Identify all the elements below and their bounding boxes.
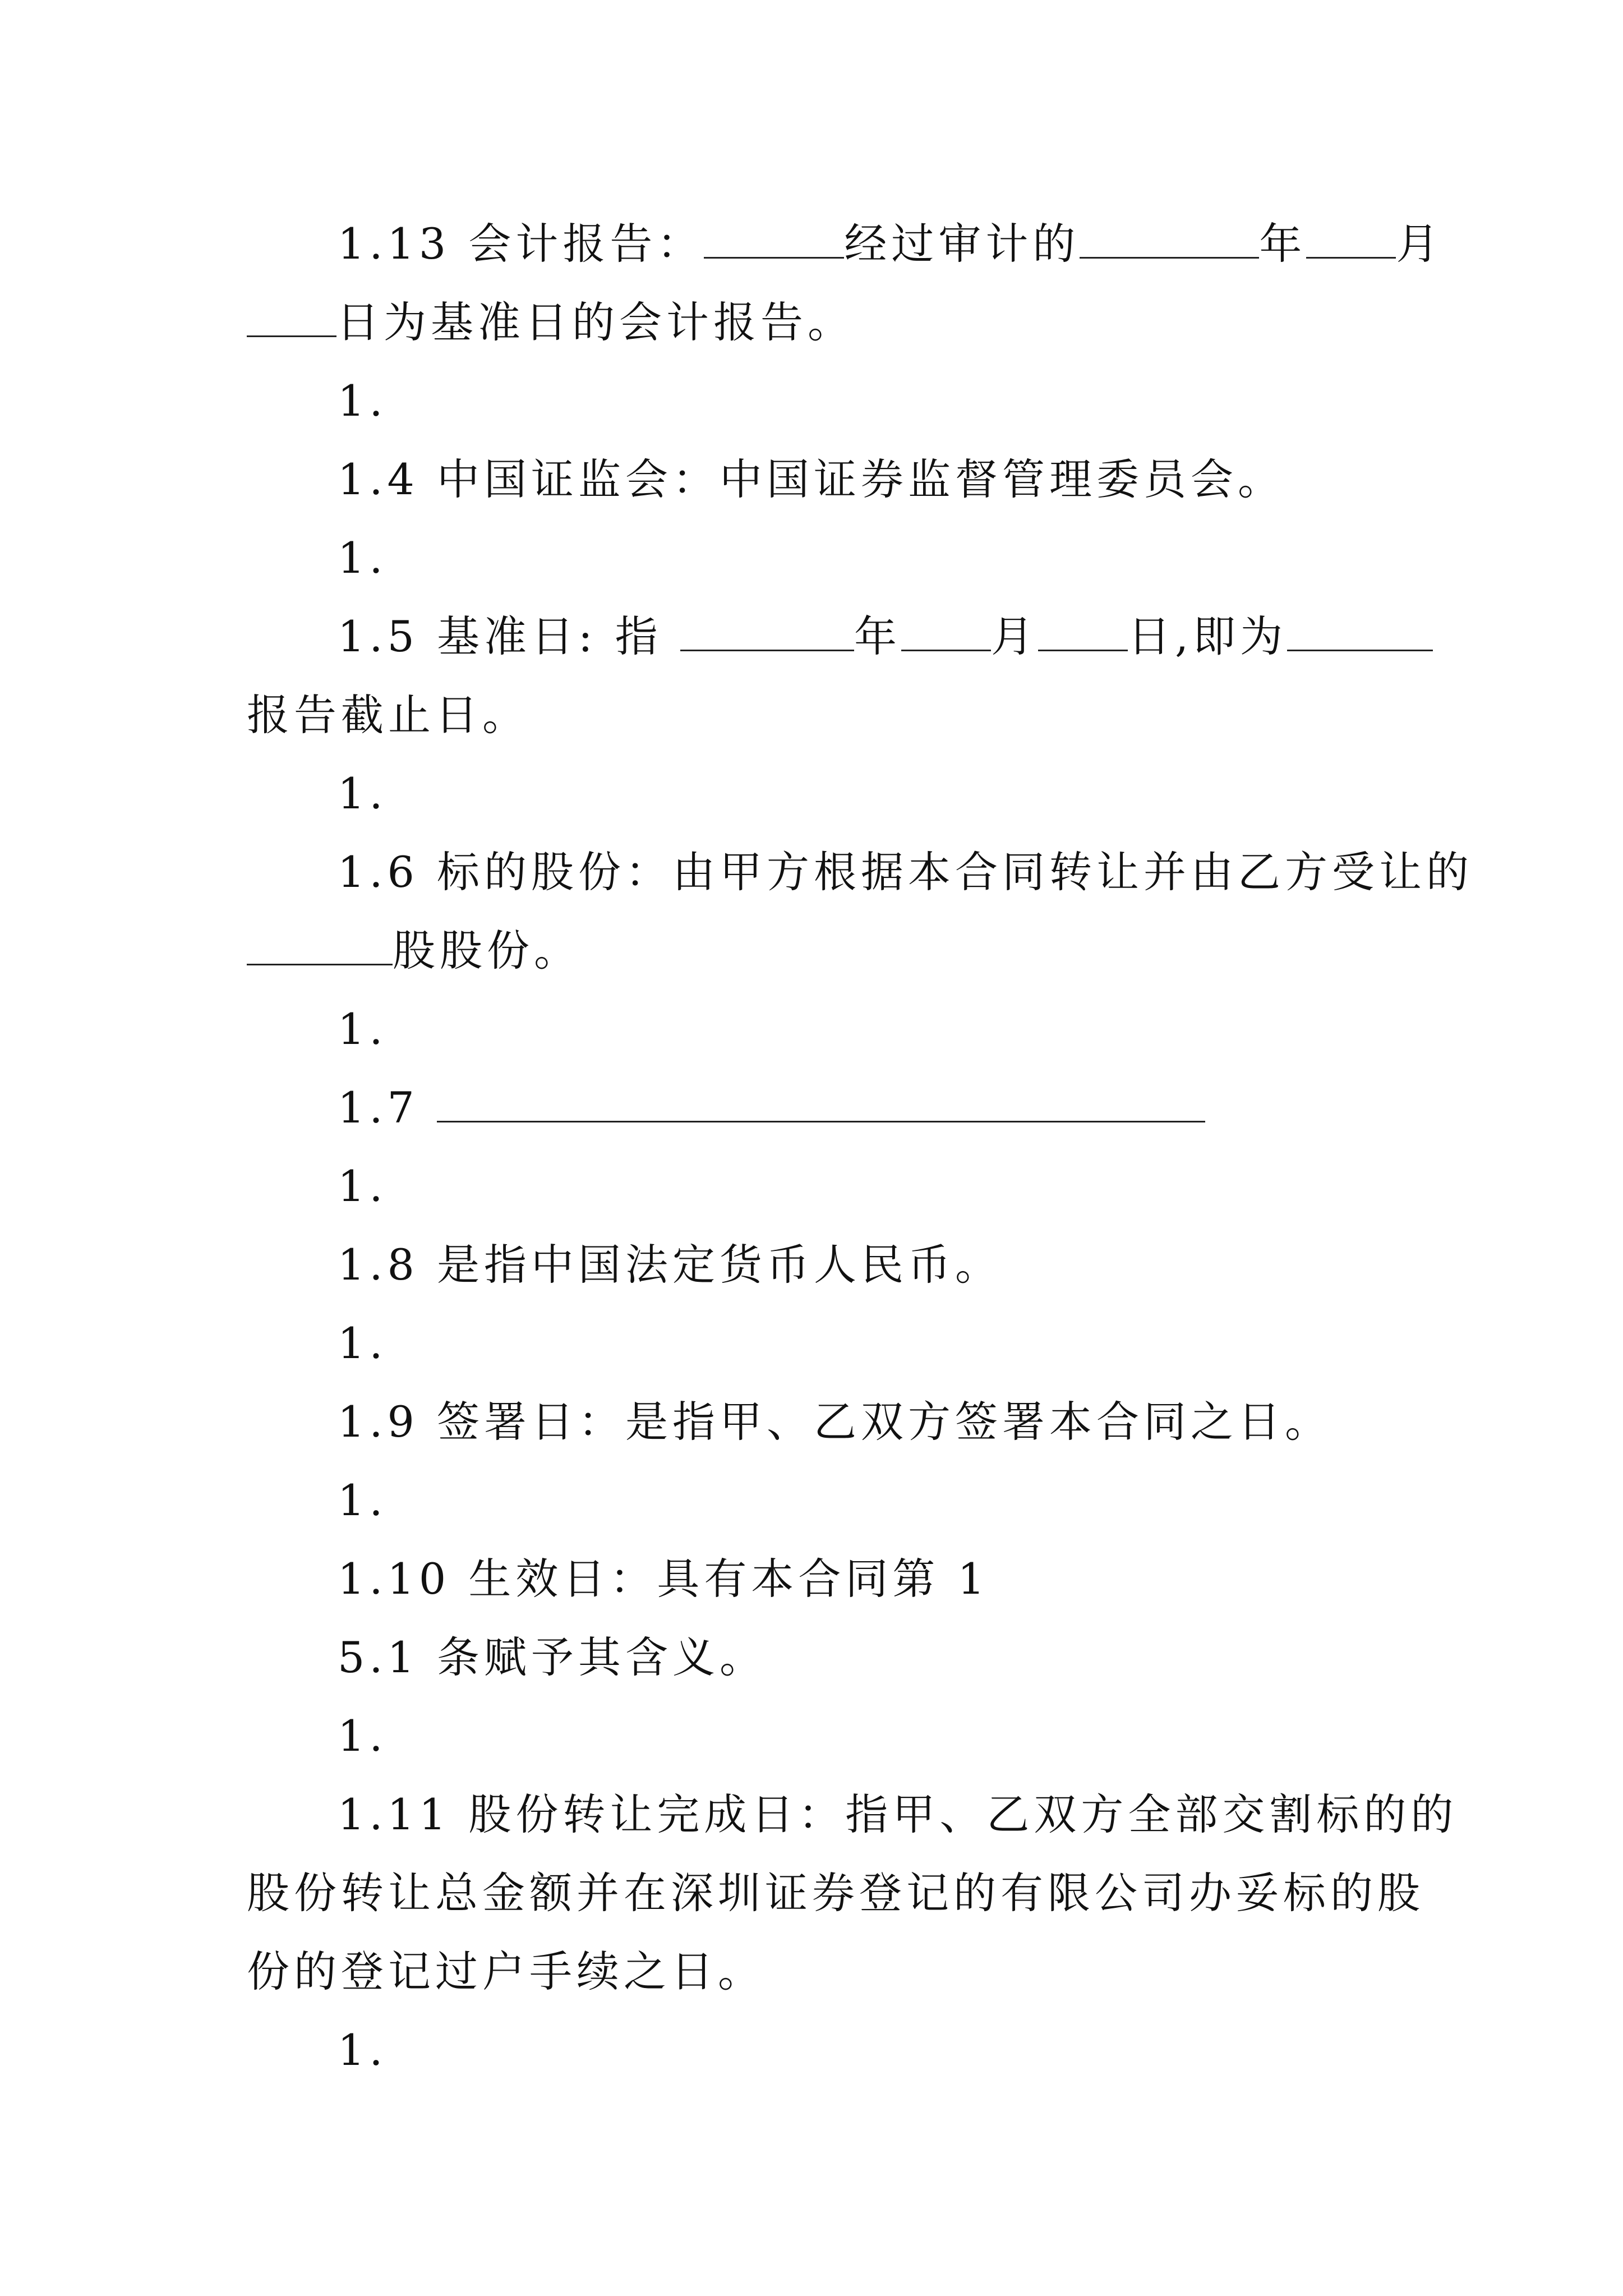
clause-1-13-line-2 — [247, 295, 855, 351]
clause-1-4 — [338, 452, 1285, 508]
clause-1-13-label: 1.13 会计报告： — [338, 219, 704, 269]
clause-1-8 — [338, 1237, 1002, 1293]
clause-1-11-line-1 — [338, 1787, 1458, 1843]
clause-1-11-continuation: 份的登记过户手续之日。 — [247, 1947, 765, 1996]
stub-text: 1. — [338, 2025, 388, 2075]
clause-1-9 — [338, 1394, 1332, 1450]
clause-number-stub — [338, 2022, 388, 2078]
stub-text: 1. — [338, 1475, 388, 1525]
year-text: 年 — [1259, 219, 1307, 269]
blank-field — [437, 1082, 1205, 1122]
clause-number-stub — [338, 1158, 388, 1214]
clause-5-1-text: 5.1 条赋予其含义。 — [338, 1632, 767, 1682]
clause-1-5-line-1 — [338, 609, 1433, 665]
blank-field — [680, 610, 854, 651]
blank-field — [1287, 610, 1433, 651]
clause-number-stub — [338, 1001, 388, 1057]
clause-1-11-line-2 — [247, 1865, 1424, 1921]
day-text: 日,即为 — [1127, 611, 1288, 661]
stub-text: 1. — [338, 533, 388, 583]
clause-1-11-continuation: 股份转让总金额并在深圳证券登记的有限公司办妥标的股 — [247, 1868, 1424, 1918]
clause-number-stub — [338, 1315, 388, 1372]
clause-1-6-line-2 — [247, 923, 581, 979]
audited-text: 经过审计的 — [844, 219, 1080, 269]
stub-text: 1. — [338, 1318, 388, 1368]
stub-text: 1. — [338, 1711, 388, 1761]
stub-text: 1. — [338, 769, 388, 818]
clause-number-stub — [338, 373, 388, 429]
clause-1-6-continuation: 股股份。 — [393, 926, 581, 976]
stub-text: 1. — [338, 376, 388, 426]
clause-1-6-line-1 — [338, 844, 1473, 900]
blank-field — [901, 610, 991, 651]
clause-1-6-text: 1.6 标的股份：由甲方根据本合同转让并由乙方受让的 — [338, 847, 1474, 897]
stub-text: 1. — [338, 1004, 388, 1054]
clause-1-11-text: 1.11 股份转让完成日：指甲、乙双方全部交割标的的 — [338, 1789, 1458, 1839]
blank-field — [1080, 218, 1259, 259]
clause-1-5-label: 1.5 基准日: 指 — [338, 611, 680, 661]
clause-1-13-line-1 — [338, 216, 1443, 272]
clause-number-stub — [338, 1473, 388, 1529]
clause-1-5-continuation: 报告截止日。 — [247, 690, 529, 740]
blank-field — [704, 218, 844, 259]
stub-text: 1. — [338, 1161, 388, 1211]
clause-5-1 — [338, 1630, 767, 1686]
month-text: 月 — [1396, 219, 1444, 269]
blank-field — [1306, 218, 1396, 259]
clause-1-11-line-3 — [247, 1944, 765, 2000]
clause-number-stub — [338, 530, 388, 586]
month-text: 月 — [990, 611, 1038, 661]
blank-field — [1038, 610, 1128, 651]
clause-number-stub — [338, 766, 388, 822]
clause-1-10 — [338, 1551, 989, 1607]
clause-1-9-text: 1.9 签署日：是指甲、乙双方签署本合同之日。 — [338, 1397, 1332, 1447]
blank-field — [247, 296, 336, 337]
clause-1-7-label: 1.7 — [338, 1083, 437, 1133]
blank-field — [247, 924, 393, 965]
clause-1-5-line-2 — [247, 687, 529, 743]
clause-1-4-text: 1.4 中国证监会：中国证券监督管理委员会。 — [338, 454, 1285, 504]
clause-1-10-text: 1.10 生效日：具有本合同第 1 — [338, 1554, 989, 1604]
clause-1-7 — [338, 1080, 1205, 1136]
year-text: 年 — [854, 611, 901, 661]
clause-number-stub — [338, 1708, 388, 1764]
clause-1-13-continuation: 日为基准日的会计报告。 — [336, 297, 855, 347]
clause-1-8-text: 1.8 是指中国法定货币人民币。 — [338, 1240, 1003, 1290]
